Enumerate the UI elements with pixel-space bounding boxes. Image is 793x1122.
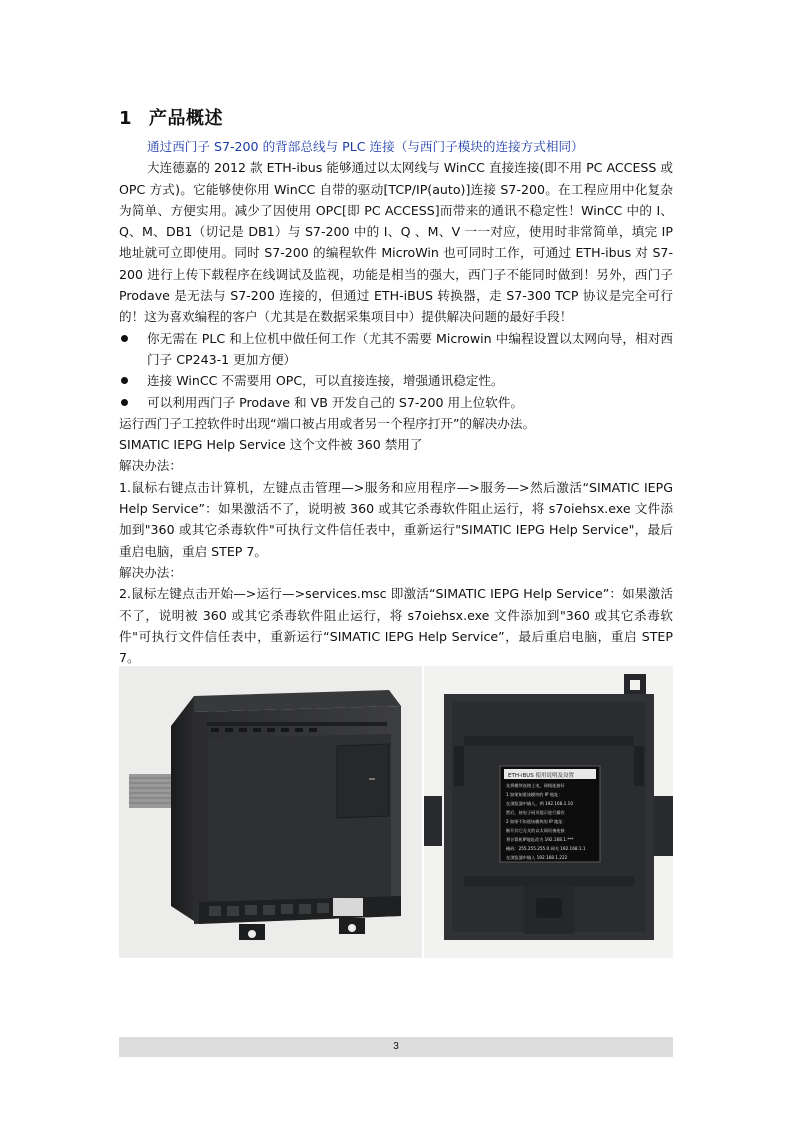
- service-line: SIMATIC IEPG Help Service 这个文件被 360 禁用了: [119, 437, 423, 453]
- product-photos: [119, 666, 673, 958]
- module-back-photo: [424, 666, 673, 958]
- label-line: 在浏览器中输入 192.168.1.222: [506, 855, 568, 860]
- subtitle-link: 通过西门子 S7-200 的背部总线与 PLC 连接（与西门子模块的连接方式相同）: [147, 139, 584, 154]
- solution-paragraph-2: 2.鼠标左键点击开始—>运行—>services.msc 即激活“SIMATIC IEPG Help Service”：如果激活不了，说明被 360 或其它杀毒软件阻止运行，将 s7oiehsx.exe 文件添加到"360 或其它杀毒软件"可执行文件信任表中，重新运行“SIMATIC IEPG Help Service”，最后重启电脑，重启 STEP 7。: [119, 586, 673, 666]
- page-number: 3: [393, 1041, 399, 1052]
- bullet-dot-icon: [121, 399, 128, 406]
- body-text: [119, 136, 673, 668]
- section-title: 产品概述: [149, 108, 223, 129]
- bullet-dot-icon: [121, 377, 128, 384]
- bullet-item: 你无需在 PLC 和上位机中做任何工作（尤其不需要 Microwin 中编程设置以太网向导，相对西门子 CP243-1 更加方便）: [119, 328, 673, 371]
- label-line: 2 如果不知道该模块的 IP 地址：: [506, 819, 567, 824]
- label-line: 掩码：255.255.255.0 网关 192.168.1.1: [506, 846, 586, 851]
- section-number: 1: [119, 108, 133, 129]
- issue-line: 运行西门子工控软件时出现“端口被占用或者另一个程序打开”的解决办法。: [119, 415, 536, 431]
- solution-paragraph-1: 1.鼠标右键点击计算机，左键点击管理—>服务和应用程序—>服务—>然后激活“SIMATIC IEPG Help Service”：如果激活不了，说明被 360 或其它杀毒软件阻止运行，将 s7oiehsx.exe 文件添加到"360 或其它杀毒软件"可执行文件信任表中，重新运行"SIMATIC IEPG Help Service"，最后重启电脑，重启 STEP 7。: [119, 479, 673, 559]
- page-footer: [119, 1037, 673, 1057]
- section-heading: [119, 104, 223, 130]
- bullet-item: 可以利用西门子 Prodave 和 VB 开发自己的 S7-200 用上位软件。: [119, 392, 673, 413]
- solution-label: 解决办法：: [119, 458, 182, 474]
- bullet-item: 连接 WinCC 不需要用 OPC，可以直接连接，增强通讯稳定性。: [119, 370, 673, 391]
- label-title: ETH-iBUS 使用说明及设置: [508, 773, 575, 779]
- label-line: 在浏览器中输入，例 192.168.1.10: [506, 801, 573, 806]
- module-front-photo: [119, 666, 422, 958]
- solution-label: 解决办法：: [119, 564, 182, 580]
- label-line: 然后，按电子网页提示进行操作: [506, 810, 565, 815]
- label-line: 断开其它无关的以太网设备连接: [506, 828, 565, 833]
- label-line: 将计算机IP地址改为 192.168.1.***: [506, 837, 574, 842]
- bullet-dot-icon: [121, 335, 128, 342]
- label-line: 先将模块连接上电，网线连接好: [506, 783, 565, 788]
- intro-paragraph: 大连德嘉的 2012 款 ETH-ibus 能够通过以太网线与 WinCC 直接连接(即不用 PC ACCESS 或 OPC 方式)。它能够使你用 WinCC 自带的驱动[TCP/IP(auto)]连接 S7-200。在工程应用中化复杂为简单、方便实用。减少了因使用 OPC[即 PC ACCESS]而带来的通讯不稳定性！WinCC 中的 I、Q、M、DB1（切记是 DB1）与 S7-200 中的 I、Q 、M、V 一一对应，使用时非常简单，填完 IP 地址就可立即使用。同时 S7-200 的编程软件 MicroWin 也可同时工作，可通过 ETH-ibus 对 S7-200 进行上传下载程序在线调试及监视，功能是相当的强大，西门子不能同时做到！另外，西门子 Prodave 是无法与 S7-200 连接的，但通过 ETH-iBUS 转换器，走 S7-300 TCP 协议是完全可行的！这为喜欢编程的客户（尤其是在数据采集项目中）提供解决问题的最好手段！: [119, 160, 673, 325]
- label-line: 1 如果知道该模块的 IP 地址：: [506, 792, 563, 797]
